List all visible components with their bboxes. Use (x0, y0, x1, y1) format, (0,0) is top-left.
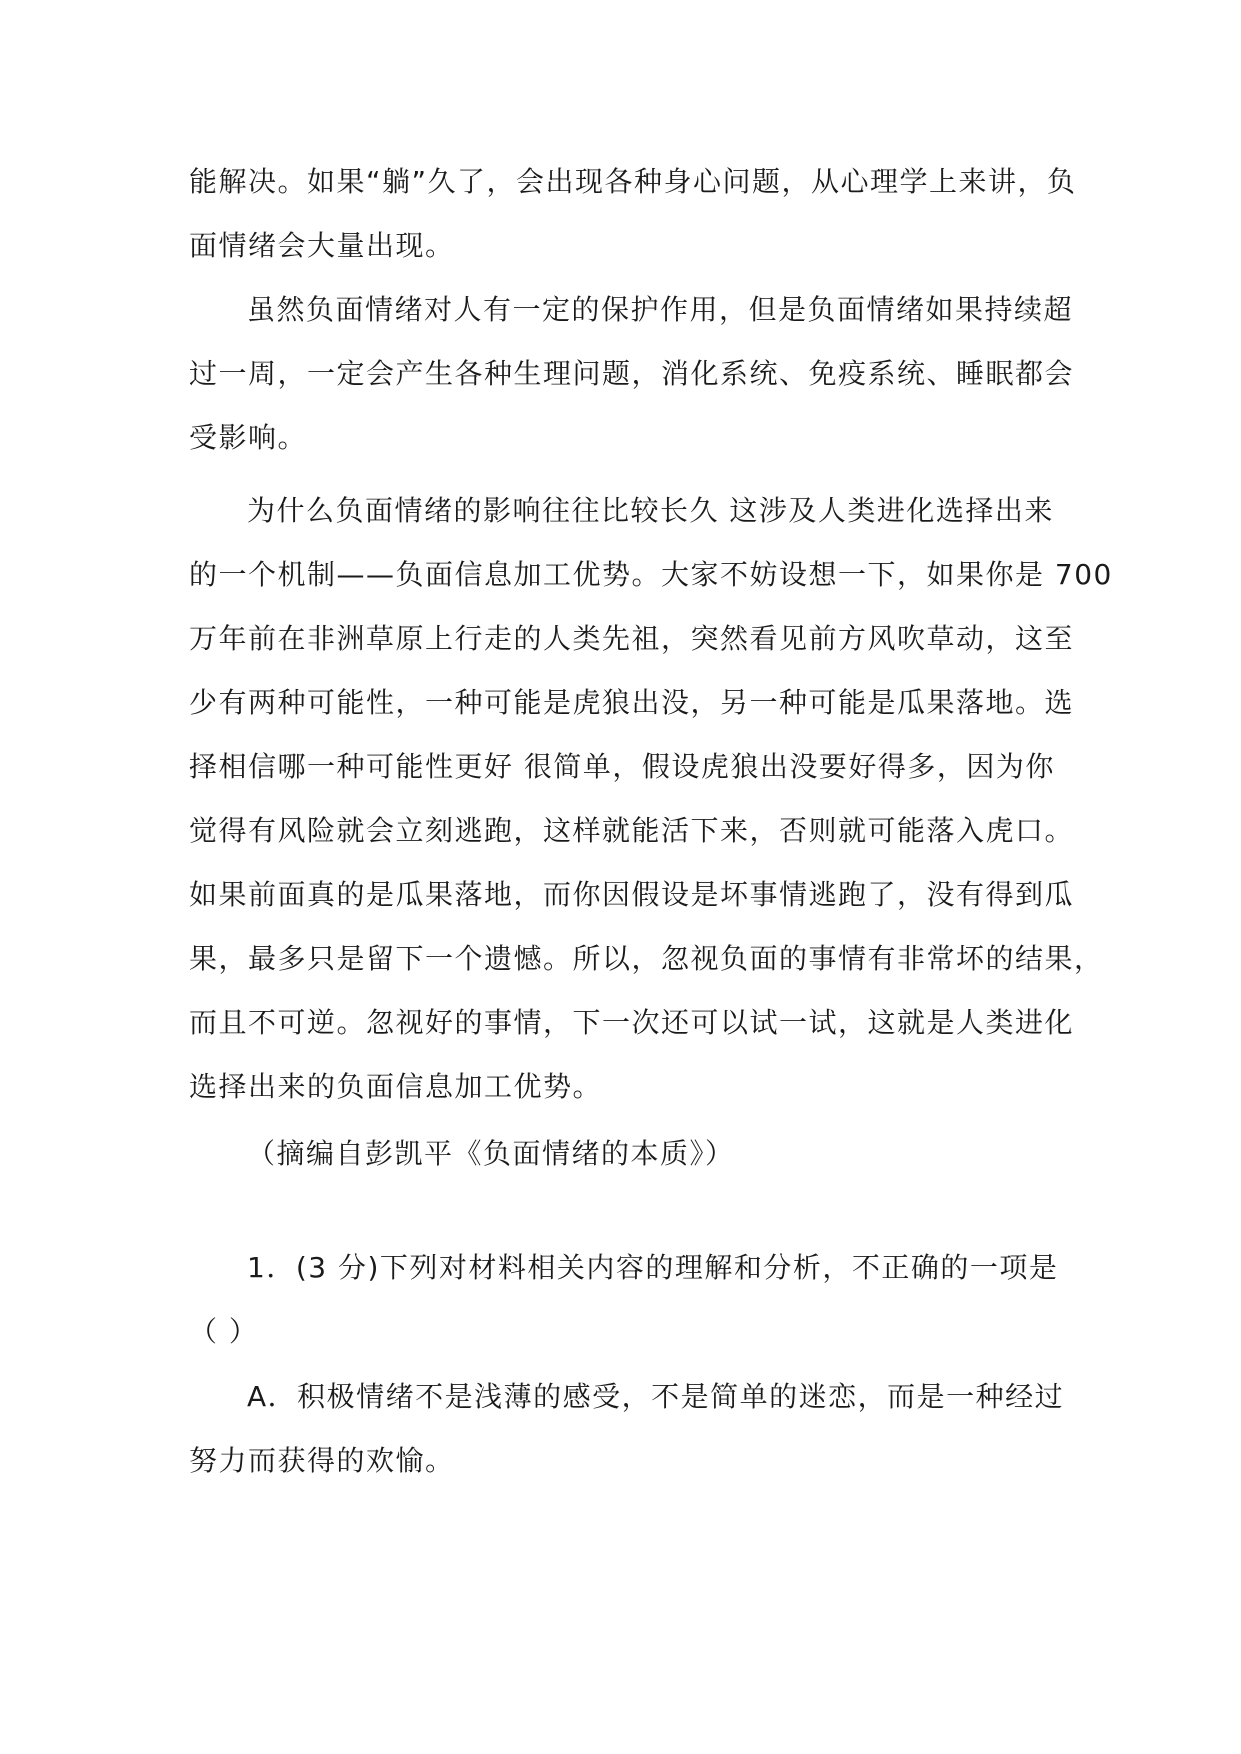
text-line: 能解决。如果“躺”久了，会出现各种身心问题，从心理学上来讲，负 (189, 165, 1077, 198)
text-line: A．积极情绪不是浅薄的感受，不是简单的迷恋，而是一种经过 (247, 1380, 1065, 1413)
text-line: 受影响。 (189, 421, 308, 454)
paragraph-negativity-bias (189, 479, 1113, 1119)
text-line: 如果前面真的是瓜果落地，而你因假设是坏事情逃跑了，没有得到瓜 (189, 878, 1075, 911)
text-line: 少有两种可能性，一种可能是虎狼出没，另一种可能是瓜果落地。选 (189, 686, 1075, 719)
text-line: 虽然负面情绪对人有一定的保护作用，但是负面情绪如果持续超 (247, 293, 1074, 326)
source-citation (189, 1122, 1059, 1186)
question-1 (189, 1236, 1059, 1364)
text-line: 万年前在非洲草原上行走的人类先祖，突然看见前方风吹草动，这至 (189, 622, 1075, 655)
text-line: 果，最多只是留下一个遗憾。所以，忽视负面的事情有非常坏的结果， (189, 942, 1104, 975)
option-a (189, 1365, 1065, 1493)
paragraph-continuation (189, 150, 1077, 278)
text-line: 择相信哪一种可能性更好 很简单，假设虎狼出没要好得多，因为你 (189, 750, 1055, 783)
text-line: 觉得有风险就会立刻逃跑，这样就能活下来，否则就可能落入虎口。 (189, 814, 1075, 847)
text-line: 过一周，一定会产生各种生理问题，消化系统、免疫系统、睡眠都会 (189, 357, 1075, 390)
text-line: 选择出来的负面信息加工优势。 (189, 1070, 603, 1103)
text-line: 的一个机制——负面信息加工优势。大家不妨设想一下，如果你是 700 (189, 558, 1113, 591)
paragraph-protection (189, 278, 1075, 470)
text-line: （ ） (189, 1315, 259, 1348)
text-line: （摘编自彭凯平《负面情绪的本质》） (247, 1137, 735, 1170)
text-line: 努力而获得的欢愉。 (189, 1444, 455, 1477)
text-line: 1．(3 分)下列对材料相关内容的理解和分析，不正确的一项是 (247, 1251, 1059, 1284)
text-line: 为什么负面情绪的影响往往比较长久 这涉及人类进化选择出来 (247, 494, 1054, 527)
text-line: 面情绪会大量出现。 (189, 229, 455, 262)
text-line: 而且不可逆。忽视好的事情，下一次还可以试一试，这就是人类进化 (189, 1006, 1075, 1039)
